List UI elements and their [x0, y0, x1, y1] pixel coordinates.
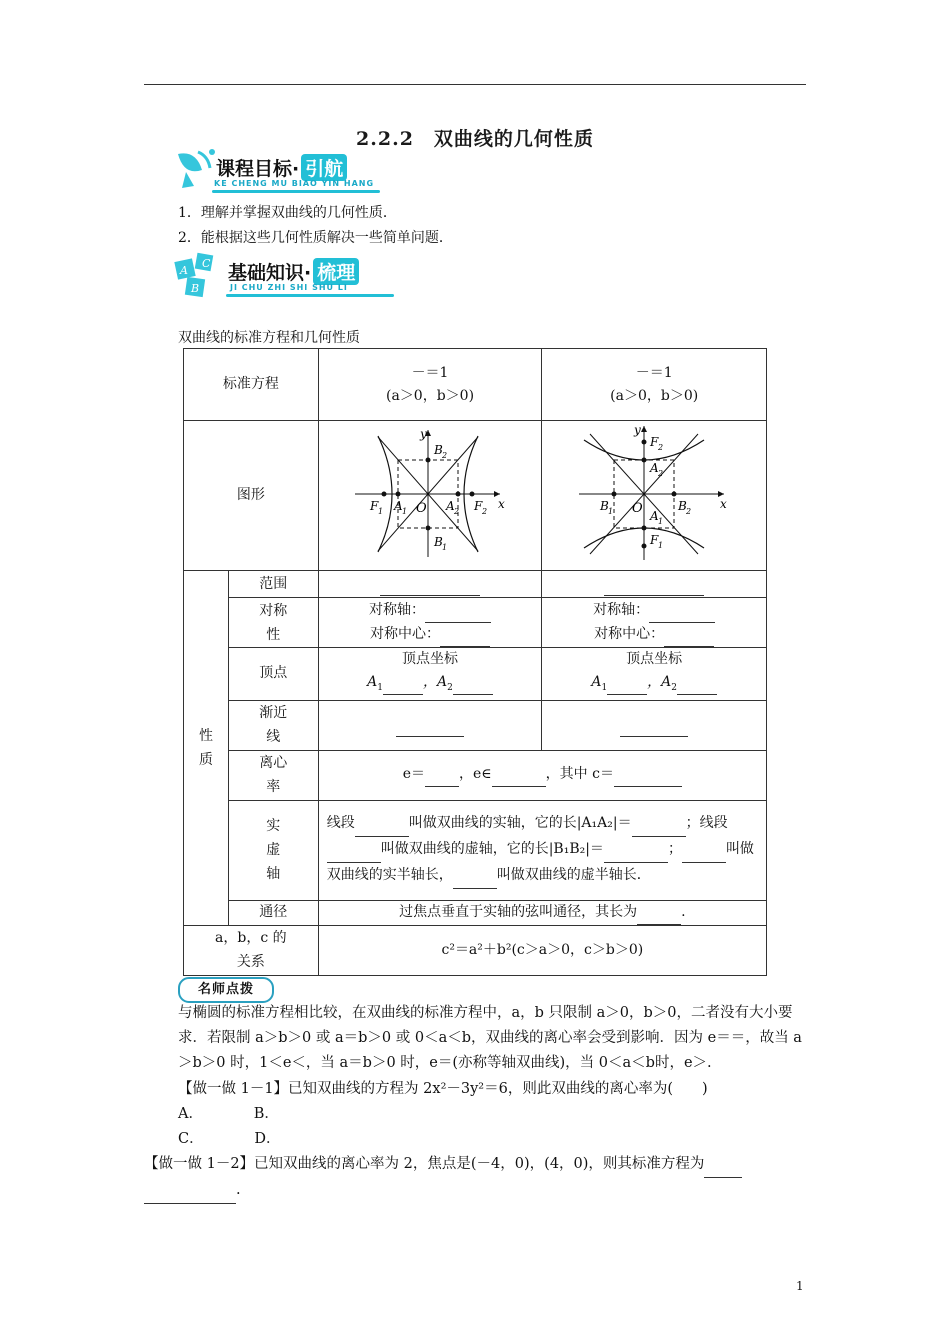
- symmetry-cell-2: [542, 598, 767, 648]
- basic-knowledge-banner: [172, 250, 397, 298]
- table-row: [184, 349, 767, 421]
- properties-label: [184, 571, 229, 926]
- symmetry-center-label: 对称中心：: [594, 625, 665, 642]
- fig1-x-label: x: [498, 496, 505, 511]
- exercise-1-1-options-ab: A． B．: [178, 1106, 279, 1122]
- latus-text: 过焦点垂直于实轴的弦叫通径，其长为: [399, 903, 638, 920]
- hyperbola-x-axis-figure: [350, 422, 510, 562]
- symmetry-cell-1: [318, 598, 542, 648]
- vertex-coord-label: 顶点坐标: [402, 651, 459, 667]
- banner-tag: 引航: [301, 154, 347, 181]
- figure-cell-1: [318, 421, 542, 571]
- table-caption: 双曲线的标准方程和几何性质: [178, 330, 360, 346]
- equation-1: －＝1: [411, 364, 449, 381]
- hyperbola-y-axis-figure: [574, 422, 734, 562]
- abc-text: a，b，c 的关系: [215, 930, 287, 971]
- fig1-y-label: y: [420, 426, 427, 441]
- table-row: [184, 900, 767, 925]
- condition-2: (a＞0，b＞0): [610, 387, 699, 404]
- axis-text-0: 线段: [326, 815, 355, 832]
- eccentricity-text: 离心率: [259, 755, 288, 796]
- fig1-B2: B: [434, 442, 443, 457]
- fig2-B1: B: [600, 498, 609, 513]
- eccentricity-cell: [318, 750, 766, 800]
- exercise-1-2: 【做一做 1－2】已知双曲线的离心率为 2，焦点是(－4，0)，(4，0)，则其标准方程为 .: [144, 1152, 806, 1204]
- row-label-standard-equation: 标准方程: [184, 349, 319, 421]
- table-row: [184, 648, 767, 701]
- fig2-x-label: x: [720, 496, 727, 511]
- banner-title: 课程目标·: [216, 158, 300, 180]
- equation-cell-2: [542, 349, 767, 421]
- fig1-origin: O: [416, 500, 427, 516]
- fig1-sub: 2: [454, 506, 460, 516]
- fig2-sub: 1: [658, 540, 664, 550]
- row-label-figure: 图形: [184, 421, 319, 571]
- range-blank-1: [318, 571, 542, 598]
- fig2-sub: 2: [686, 506, 692, 516]
- fig1-A1: A: [394, 498, 403, 513]
- hyperbola-properties-table: [183, 348, 767, 976]
- axis-text-2: ；线段: [685, 815, 728, 832]
- fig1-sub: 1: [442, 542, 448, 552]
- symmetry-text: 对称性: [259, 602, 288, 643]
- fig1-F1: F: [370, 498, 379, 513]
- page-number: 1: [796, 1279, 804, 1293]
- exercise-1-2-text: 【做一做 1－2】已知双曲线的离心率为 2，焦点是(－4，0)，(4，0)，则其标准方程为: [144, 1156, 705, 1172]
- fig2-sub: 1: [658, 516, 664, 526]
- equation-2: －＝1: [635, 364, 673, 381]
- ecc-text-a: e＝: [402, 766, 426, 783]
- asymptote-label: [228, 700, 318, 750]
- fig2-A2: A: [650, 460, 659, 475]
- fig2-A1: A: [650, 508, 659, 523]
- symmetry-label: [228, 598, 318, 648]
- course-goals-banner: [172, 146, 382, 194]
- fig1-sub: 1: [378, 506, 384, 516]
- condition-1: (a＞0，b＞0): [386, 387, 475, 404]
- abc-label: [184, 925, 319, 975]
- fig2-F1: F: [650, 532, 659, 547]
- axis-cell: [318, 800, 766, 900]
- ecc-text-c: ，其中 c＝: [545, 766, 614, 783]
- axis-text-1: 叫做双曲线的实轴，它的长|A₁A₂|＝: [408, 815, 632, 832]
- asymptote-blank-1: [318, 700, 542, 750]
- range-label: 范围: [228, 571, 318, 598]
- axis-text-4: ；: [667, 841, 682, 858]
- exercise-1-1-options-cd: C． D．: [178, 1131, 281, 1147]
- table-row: [184, 800, 767, 900]
- axis-text-5: 叫做双曲线的实半轴长，: [326, 841, 754, 884]
- fig2-sub: 1: [608, 506, 614, 516]
- range-blank-2: [542, 571, 767, 598]
- table-row: [184, 571, 767, 598]
- fig2-sub: 2: [658, 468, 664, 478]
- ecc-text-b: ，e∈: [459, 766, 492, 783]
- symmetry-axis-label: 对称轴：: [593, 601, 650, 618]
- latus-label: 通径: [228, 900, 318, 925]
- fig2-sub: 2: [658, 442, 664, 452]
- tip-paragraph: 与椭圆的标准方程相比较，在双曲线的标准方程中，a，b 只限制 a＞0，b＞0，二者没有大小要求．若限制 a＞b＞0 或 a＝b＞0 或 0＜a＜b，双曲线的离心率会受到影响．因为 e＝＝，故当 a＞b＞0 时，1＜e＜，当 a＝b＞0 时，e＝(亦称等轴双曲线)，当 0＜a＜b时，e＞.: [178, 1005, 802, 1071]
- page-title: 2.2.2 双曲线的几何性质: [356, 128, 594, 150]
- table-row: [184, 750, 767, 800]
- svg-text:A: A: [180, 264, 188, 277]
- goal-2: 2．能根据这些几何性质解决一些简单问题．: [178, 230, 453, 246]
- table-row: [184, 700, 767, 750]
- axis-text-6: 叫做双曲线的虚半轴长．: [496, 867, 651, 884]
- asymptote-text: 渐近线: [259, 705, 288, 746]
- teacher-tip-badge: 名师点拨: [178, 977, 274, 1003]
- symmetry-center-label: 对称中心：: [370, 625, 441, 642]
- axis-text: 实虚轴: [266, 818, 281, 883]
- table-row: [184, 925, 767, 975]
- banner-subtitle: KE CHENG MU BIAO YIN HANG: [214, 179, 375, 188]
- axis-text-3: 叫做双曲线的虚轴，它的长|B₁B₂|＝: [380, 841, 604, 858]
- fig2-F2: F: [650, 434, 659, 449]
- properties-text: 性质: [198, 727, 213, 768]
- table-row: [184, 421, 767, 571]
- vertex-label: 顶点: [228, 648, 318, 701]
- banner-subtitle: JI CHU ZHI SHI SHU LI: [230, 283, 348, 292]
- figure-cell-2: [542, 421, 767, 571]
- banner-underline: [226, 294, 394, 297]
- svg-text:C: C: [202, 257, 211, 270]
- vertex-coord-label: 顶点坐标: [626, 651, 683, 667]
- asymptote-blank-2: [542, 700, 767, 750]
- latus-cell: 过焦点垂直于实轴的弦叫通径，其长为 .: [318, 900, 766, 925]
- svg-text:B: B: [191, 282, 200, 295]
- vertex-cell-2: 顶点坐标 $A_1$ ，$A_2$: [542, 648, 767, 701]
- fig1-A2: A: [446, 498, 455, 513]
- fig1-sub: 1: [402, 506, 408, 516]
- banner-title: 基础知识·: [228, 262, 312, 284]
- fig1-F2: F: [474, 498, 483, 513]
- vertex-cell-1: 顶点坐标 $A_1$ ，$A_2$: [318, 648, 542, 701]
- fig1-B1: B: [434, 534, 443, 549]
- banner-underline: [212, 190, 380, 193]
- fig2-B2: B: [678, 498, 687, 513]
- abc-relation: c²＝a²＋b²(c＞a＞0，c＞b＞0): [318, 925, 766, 975]
- fig1-sub: 2: [482, 506, 488, 516]
- header-rule: [144, 84, 806, 85]
- table-row: [184, 598, 767, 648]
- fig2-y-label: y: [634, 422, 641, 437]
- fig2-origin: O: [632, 500, 643, 516]
- equation-cell-1: [318, 349, 542, 421]
- banner-tag: 梳理: [313, 258, 359, 285]
- fig1-sub: 2: [442, 450, 448, 460]
- goal-1: 1．理解并掌握双曲线的几何性质．: [178, 205, 397, 221]
- symmetry-axis-label: 对称轴：: [369, 601, 426, 618]
- exercise-1-1: 【做一做 1－1】已知双曲线的方程为 2x²－3y²＝6，则此双曲线的离心率为( ): [178, 1081, 708, 1097]
- satellite-dish-icon: [172, 146, 220, 192]
- axis-label: [228, 800, 318, 900]
- abc-blocks-icon: [172, 250, 224, 298]
- eccentricity-label: [228, 750, 318, 800]
